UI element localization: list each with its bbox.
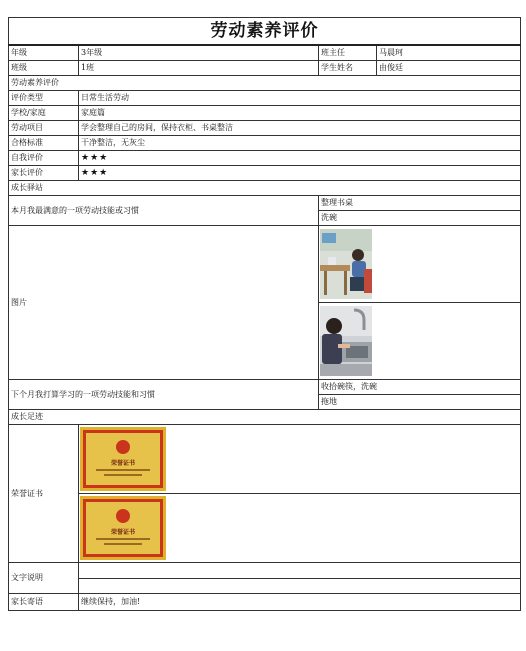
photo-row-1 bbox=[9, 226, 521, 303]
certificate-text: 荣誉证书 bbox=[110, 529, 136, 536]
text-desc-value bbox=[79, 578, 521, 594]
photos-label: 图片 bbox=[9, 226, 319, 380]
teacher-label: 班主任 bbox=[319, 45, 377, 61]
standard-row bbox=[9, 136, 521, 151]
photo-cell bbox=[319, 226, 521, 303]
parent-eval-label: 家长评价 bbox=[9, 166, 79, 181]
satisfied-row-1 bbox=[9, 196, 521, 211]
project-value: 学会整理自己的房间，保持衣柜、书桌整洁 bbox=[79, 121, 521, 136]
photo-cell bbox=[319, 303, 521, 380]
certificate-cell bbox=[79, 494, 521, 563]
place-value: 家庭篇 bbox=[79, 106, 521, 121]
evaluation-sheet bbox=[8, 17, 520, 611]
grade-row bbox=[9, 45, 521, 61]
evaluation-table bbox=[8, 17, 521, 611]
text-desc-row-2 bbox=[9, 578, 521, 594]
satisfied-label: 本月我最满意的一项劳动技能或习惯 bbox=[9, 196, 319, 226]
teacher-value: 马晨珂 bbox=[377, 45, 521, 61]
page-title: 劳动素养评价 bbox=[9, 18, 521, 46]
self-eval-stars: ★★★ bbox=[79, 151, 521, 166]
student-value: 由俊廷 bbox=[377, 61, 521, 76]
parent-eval-row bbox=[9, 166, 521, 181]
class-row bbox=[9, 61, 521, 76]
parent-message-row bbox=[9, 594, 521, 611]
standard-value: 干净整洁，无灰尘 bbox=[79, 136, 521, 151]
class-value: 1班 bbox=[79, 61, 319, 76]
section-growth-station-header: 成长驿站 bbox=[9, 181, 521, 196]
photo-dish-washing bbox=[320, 306, 372, 376]
certificate-label: 荣誉证书 bbox=[9, 425, 79, 563]
photo-desk-tidying bbox=[320, 229, 372, 299]
grade-value: 3年级 bbox=[79, 45, 319, 61]
place-row bbox=[9, 106, 521, 121]
student-label: 学生姓名 bbox=[319, 61, 377, 76]
self-eval-row bbox=[9, 151, 521, 166]
type-value: 日常生活劳动 bbox=[79, 91, 521, 106]
type-label: 评价类型 bbox=[9, 91, 79, 106]
place-label: 学校/家庭 bbox=[9, 106, 79, 121]
text-desc-value bbox=[79, 563, 521, 579]
certificate-text: 荣誉证书 bbox=[110, 460, 136, 467]
text-desc-label: 文字说明 bbox=[9, 563, 79, 594]
next-row-1 bbox=[9, 380, 521, 395]
section-evaluation-header: 劳动素养评价 bbox=[9, 76, 521, 91]
certificate-cell bbox=[79, 425, 521, 494]
self-eval-label: 自我评价 bbox=[9, 151, 79, 166]
section-footprints-header: 成长足迹 bbox=[9, 410, 521, 425]
type-row bbox=[9, 91, 521, 106]
next-label: 下个月我打算学习的一项劳动技能和习惯 bbox=[9, 380, 319, 410]
certificate-row-2 bbox=[9, 494, 521, 563]
parent-eval-stars: ★★★ bbox=[79, 166, 521, 181]
class-label: 班级 bbox=[9, 61, 79, 76]
certificate-row-1 bbox=[9, 425, 521, 494]
parent-message-value: 继续保持，加油! bbox=[79, 594, 521, 611]
project-row bbox=[9, 121, 521, 136]
next-item: 收拾碗筷，洗碗 bbox=[319, 380, 521, 395]
certificate-image bbox=[80, 427, 166, 491]
satisfied-item: 整理书桌 bbox=[319, 196, 521, 211]
parent-message-label: 家长寄语 bbox=[9, 594, 79, 611]
grade-label: 年级 bbox=[9, 45, 79, 61]
next-item: 拖地 bbox=[319, 395, 521, 410]
certificate-image bbox=[80, 496, 166, 560]
satisfied-item: 洗碗 bbox=[319, 211, 521, 226]
text-desc-row-1 bbox=[9, 563, 521, 579]
project-label: 劳动项目 bbox=[9, 121, 79, 136]
standard-label: 合格标准 bbox=[9, 136, 79, 151]
